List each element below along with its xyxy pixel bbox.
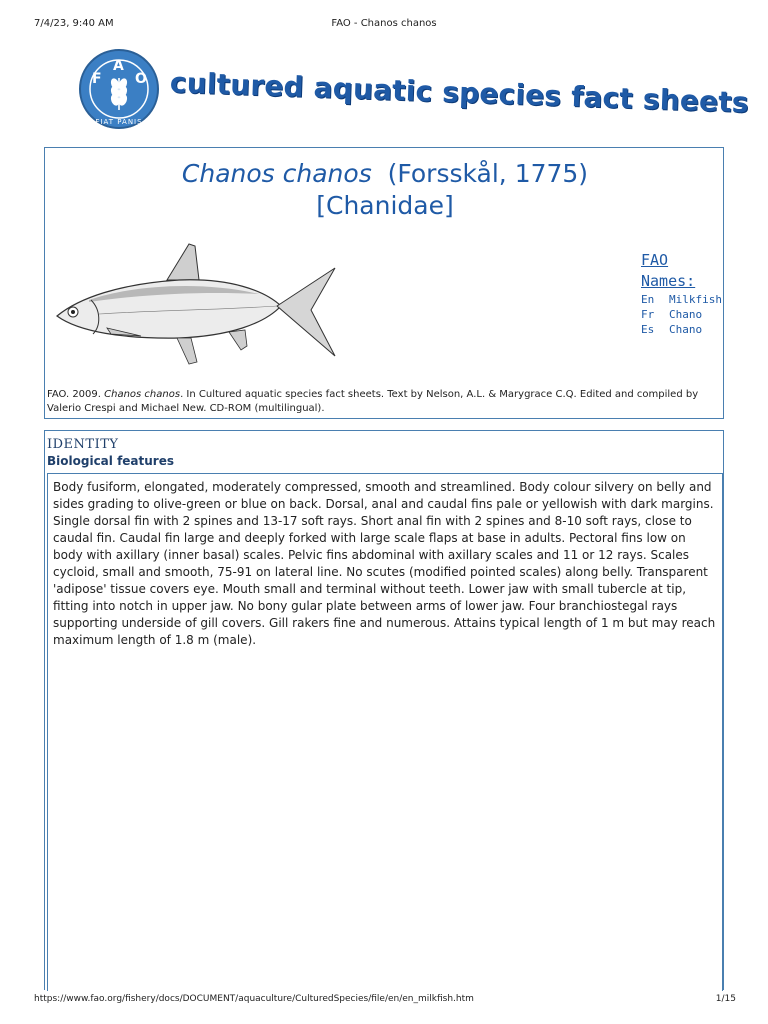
biological-features-text: Body fusiform, elongated, moderately compressed, smooth and streamlined. Body colour silvery on belly and sides grading to olive-green or blue on back. Dorsal, anal and caudal fins pale or yellowish with dark margins. Single dorsal fin with 2 spines and 13-17 soft rays. Short anal fin with 2 spines and 8-10 soft rays, close to caudal fin. Caudal fin large and deeply forked with large scale flaps at base in adults. Pectoral fins low on body with axillary (inner basal) scales. Pelvic fins abdominal with axillary scales and 11 or 12 rays. Scales cycloid, small and smooth, 75-91 on lateral line. No scutes (modified pointed scales) along belly. Transparent 'adipose' tissue covers eye. Mouth small and terminal without teeth. Lower jaw with small tubercle at tip, fitting into notch in upper jaw. No bony gular plate between arms of lower jaw. Four branchiostegal rays supporting underside of gill covers. Gill rakers fine and numerous. Attains typical length of 1 m but may reach maximum length of 1.8 m (male).: [53, 480, 716, 647]
fao-logo-icon[interactable]: [78, 48, 160, 130]
citation-suffix: . In Cultured aquatic species fact sheets. Text by Nelson, A.L. & Marygrace C.Q. Edited and compiled by Valerio Crespi and Michael New. CD-ROM (multilingual).: [47, 389, 699, 414]
species-title: [45, 158, 725, 222]
scientific-name: Chanos chanos: [181, 159, 372, 188]
logo-motto: FIAT PANIS: [95, 118, 143, 126]
species-family: [Chanidae]: [316, 191, 454, 220]
identity-section: [44, 430, 724, 990]
fao-name-row-es: [641, 322, 725, 337]
biological-features-heading: Biological features: [47, 454, 175, 468]
lang-code: Fr: [641, 308, 655, 321]
species-header: [44, 147, 724, 419]
page-number: 1/15: [715, 994, 736, 1004]
citation: [47, 388, 721, 416]
logo-letter-a: A: [113, 58, 124, 74]
identity-heading: IDENTITY: [47, 437, 119, 452]
fao-names-heading-line1: FAO: [641, 251, 669, 269]
banner-title: cultured aquatic species fact sheets: [169, 66, 750, 120]
biological-features-panel: [47, 473, 723, 991]
print-url[interactable]: https://www.fao.org/fishery/docs/DOCUMENT/aquaculture/CulturedSpecies/file/en/en_milkfish.htm: [34, 994, 474, 1004]
citation-species: Chanos chanos: [104, 389, 181, 400]
fao-name-row-en: [641, 292, 725, 307]
fao-name-row-fr: [641, 307, 725, 322]
print-date: 7/4/23, 9:40 AM: [34, 18, 114, 29]
print-header: [0, 18, 768, 32]
species-authority: (Forsskål, 1775): [387, 159, 589, 188]
citation-prefix: FAO. 2009.: [47, 389, 105, 400]
logo-letter-f: F: [92, 71, 102, 87]
fao-names: [641, 250, 725, 337]
common-name: Chano: [669, 308, 703, 321]
fao-names-heading[interactable]: [641, 250, 725, 292]
common-name: Milkfish: [669, 293, 722, 306]
banner: [78, 48, 750, 134]
lang-code: Es: [641, 323, 655, 336]
fao-names-heading-line2: Names:: [641, 272, 696, 290]
milkfish-illustration-icon: [49, 240, 339, 368]
lang-code: En: [641, 293, 655, 306]
common-name: Chano: [669, 323, 703, 336]
logo-letter-o: O: [135, 71, 147, 87]
print-title: FAO - Chanos chanos: [331, 18, 437, 29]
